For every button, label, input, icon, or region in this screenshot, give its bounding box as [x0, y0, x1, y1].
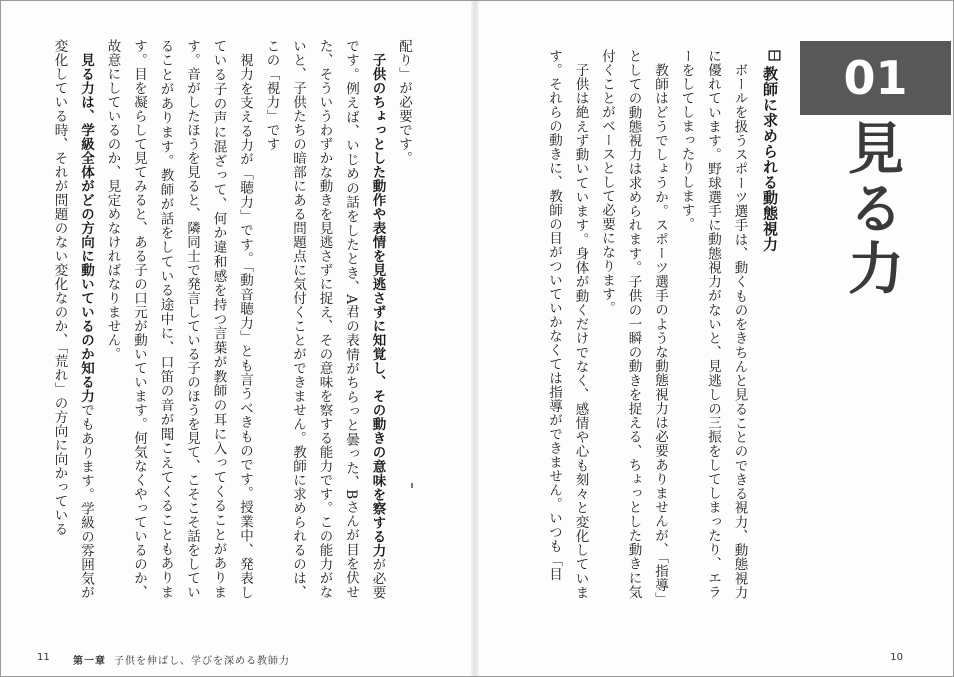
paragraph: 配り」が必要です。 [396, 39, 412, 165]
page-number: 11 [37, 652, 50, 663]
paragraph: 視力を支える力が「聴力」です。「動音聴力」とも言うべきものです。授業中、発表している子の声に混ざって、何か違和感を持つ言葉が教師の耳に入ってくることがあります。音がしたほうを見ると、隣同士で発言している子のほうを見て、こそこそ話をしていることがあります。教師が話をしている途中に、口笛の音が聞こえてくることもあります。目を凝らして見てみると、ある子の口元が動いています。何気なくやっているのか、故意にしているのか、見定めなければなりません。 [104, 39, 253, 599]
page-number: 10 [890, 652, 903, 663]
page-footer [1, 646, 473, 676]
page-title: 見る力 [839, 119, 904, 299]
paragraph: ボールを扱うスポーツ選手は、動くものをきちんと見ることのできる視力、動態視力に優れています。野球選手に動態視力がないと、見逃しの三振をしてしまったり、エラーをしてしまったりします。 [678, 49, 748, 599]
running-chapter: 第一章 [73, 656, 106, 667]
running-title: 子供を伸ばし、学びを深める教師力 [114, 656, 290, 667]
right-page-body [533, 49, 783, 599]
emphasis-text: 子供のちょっとした動作や表情を見逃さずに知覚し、その動きの意味を察する力 [369, 52, 386, 557]
paragraph: 子供は絶えず動いています。身体が動くだけでなく、感情や心も刻々と変化しています。それらの動きに、教師の目がついていかなくては指導ができません。いつも「目 [546, 49, 589, 599]
print-speck [411, 483, 413, 488]
body-text: が必要です。例えば、いじめの話をしたとき、A君の表情がちらっと曇った、Bさんが目を伏せた、そういうわずかな動きを見逃さずに捉え、その意味を察する能力です。この能力がないと、子供たちの暗部にある問題点に気付くことができません。教師に求められるのは、この「視力」です [263, 39, 386, 600]
paragraph [46, 39, 99, 599]
emphasis-text: 見る力は、学級全体がどの方向に動いているのか知る力 [78, 52, 94, 403]
paragraph [258, 39, 391, 599]
section-heading [757, 49, 784, 599]
book-icon [768, 49, 781, 62]
left-page [1, 1, 473, 676]
running-header [73, 652, 290, 667]
chapter-number: 01 [800, 41, 951, 115]
paragraph: 教師はどうでしょうか。スポーツ選手のような動態視力は必要ありませんが、「指導」としての動態視力は求められます。子供の一瞬の動きを捉える、ちょっとした動きに気付くことがベースとして必要になります。 [599, 49, 668, 599]
section-heading-text: 教師に求められる動態視力 [761, 66, 779, 252]
right-page [477, 1, 953, 676]
body-text: でもあります。学級の雰囲気が変化している時、それが問題のない変化なのか、「荒れ」の方向に向かっている [51, 39, 94, 600]
left-page-body [37, 39, 417, 599]
page-footer [477, 646, 953, 676]
